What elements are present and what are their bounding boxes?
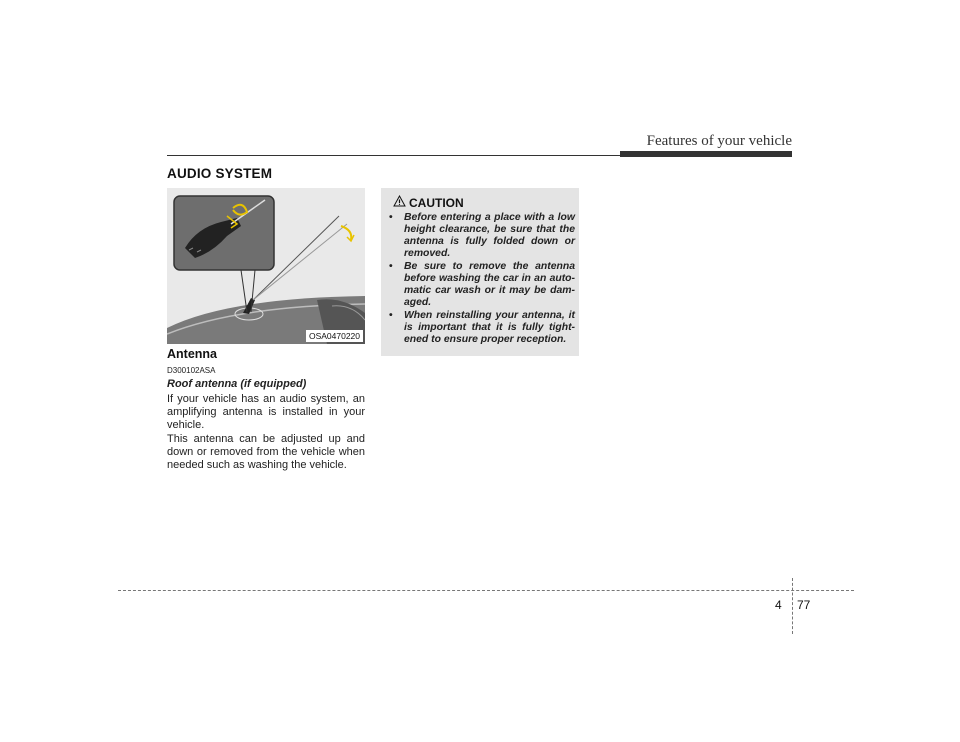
figure-code: OSA0470220 (306, 330, 363, 342)
footer-divider (118, 590, 854, 591)
page-chapter: 4 (775, 598, 782, 612)
footer-vertical-divider (792, 578, 793, 634)
warning-triangle-icon (393, 195, 406, 207)
caution-item: • Before entering a place with a low height clearance, be sure that the antenna is fully folded down or removed. (387, 212, 575, 260)
roof-antenna-subheading: Roof antenna (if equipped) (167, 378, 307, 390)
antenna-paragraph-1: If your vehicle has an audio system, an amplifying antenna is installed in your vehicle. (167, 393, 365, 431)
roof-antenna-illustration (167, 188, 365, 344)
antenna-paragraph-2: This antenna can be adjusted up and down or removed from the vehicle when needed such as washing the vehicle. (167, 433, 365, 471)
caution-item: • Be sure to remove the antenna before washing the car in an auto-matic car wash or it may be dam-aged. (387, 261, 575, 309)
caution-box (381, 188, 579, 356)
antenna-figure (167, 188, 365, 344)
header-rule-tab (620, 151, 792, 157)
caution-item: • When reinstalling your antenna, it is important that it is fully tight-ened to ensure proper reception. (387, 310, 575, 346)
page-number: 77 (797, 598, 811, 612)
caution-list (387, 212, 575, 347)
header-title: Features of your vehicle (646, 133, 792, 149)
section-title: AUDIO SYSTEM (167, 166, 273, 181)
antenna-heading: Antenna (167, 347, 217, 361)
doc-code: D300102ASA (167, 366, 216, 375)
caution-title: CAUTION (409, 196, 464, 210)
